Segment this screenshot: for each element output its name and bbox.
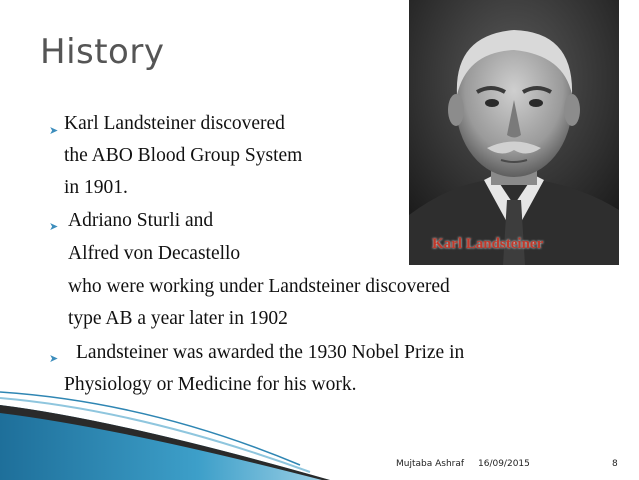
portrait-photo (409, 0, 619, 265)
bullet-text-line: the ABO Blood Group System (64, 145, 303, 166)
bullet-text-line: Landsteiner was awarded the 1930 Nobel Prize in (76, 342, 465, 363)
bullet-text-line: type AB a year later in 1902 (68, 308, 288, 329)
arrow-bullet-icon: ➤ (49, 125, 59, 137)
bullet-text-line: Adriano Sturli and (68, 210, 214, 231)
footer-date: 16/09/2015 (478, 459, 530, 469)
footer-author: Mujtaba Ashraf (396, 459, 465, 469)
slide-title: History (40, 32, 165, 72)
portrait-illustration (409, 0, 619, 265)
footer-page-number: 8 (612, 459, 618, 469)
arrow-bullet-icon: ➤ (49, 353, 59, 365)
bullet-text-line: in 1901. (64, 177, 128, 198)
bullet-text-line: who were working under Landsteiner discovered (68, 276, 450, 297)
decorative-swoosh (0, 380, 330, 480)
arrow-bullet-icon: ➤ (49, 221, 59, 233)
bullet-text-line: Physiology or Medicine for his work. (64, 374, 357, 395)
bullet-text-line: Karl Landsteiner discovered (64, 113, 285, 134)
photo-caption: Karl Landsteiner (432, 236, 544, 252)
bullet-text-line: Alfred von Decastello (68, 243, 241, 264)
